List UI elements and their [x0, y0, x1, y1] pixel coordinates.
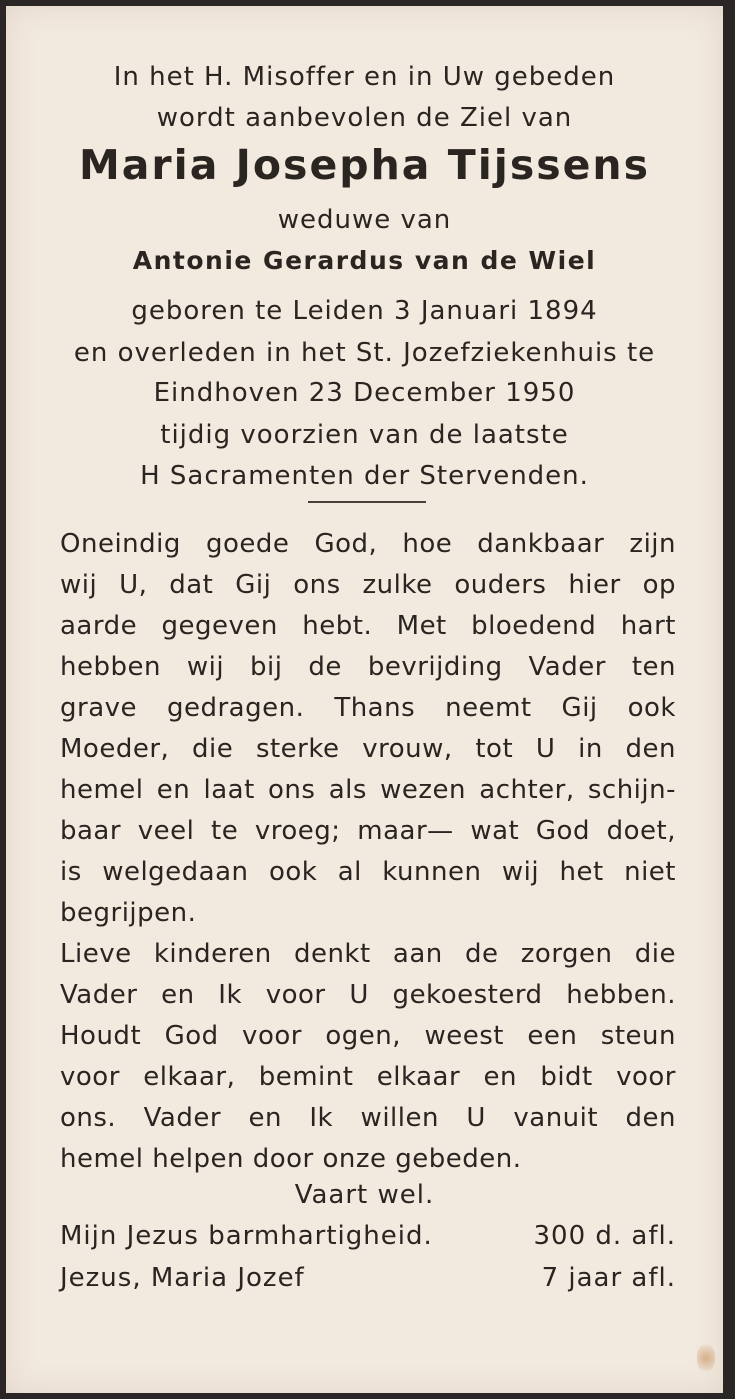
indulgence-row: [60, 1263, 676, 1293]
indulgence-value: 7 jaar afl.: [541, 1263, 676, 1293]
indulgence-row: [60, 1221, 676, 1251]
body-line: hebben wij bij de bevrijding Vader ten: [60, 652, 676, 682]
sacrament-line-2: H Sacramenten der Stervenden.: [140, 461, 589, 491]
death-line-1: en overleden in het St. Jozefziekenhuis te: [73, 338, 656, 368]
intro-line-1: In het H. Misoffer en in Uw gebeden: [113, 62, 616, 92]
deceased-name: Maria Josepha Tijssens: [78, 141, 651, 189]
body-line: hemel helpen door onze gebeden.: [60, 1144, 522, 1174]
body-line: baar veel te vroeg; maar— wat God doet,: [60, 816, 676, 846]
intro-line-2: wordt aanbevolen de Ziel van: [156, 103, 573, 133]
body-line: Moeder, die sterke vrouw, tot U in den: [60, 734, 676, 764]
body-line: Lieve kinderen denkt aan de zorgen die: [60, 939, 676, 969]
body-line: is welgedaan ook al kunnen wij het niet: [60, 857, 676, 887]
body-line: grave gedragen. Thans neemt Gij ook: [60, 693, 676, 723]
indulgence-prayer: Jezus, Maria Jozef: [60, 1263, 305, 1293]
body-line: ons. Vader en Ik willen U vanuit den: [60, 1103, 676, 1133]
sacrament-line-1: tijdig voorzien van de laatste: [160, 420, 569, 450]
death-line-2: Eindhoven 23 December 1950: [153, 378, 576, 408]
body-line: wij U, dat Gij ons zulke ouders hier op: [60, 570, 676, 600]
body-line: hemel en laat ons als wezen achter, schijn-: [60, 775, 676, 805]
body-line: begrijpen.: [60, 898, 197, 928]
body-line: Vader en Ik voor U gekoesterd hebben.: [60, 980, 676, 1010]
farewell-text: Vaart wel.: [294, 1180, 435, 1210]
body-line: Houdt God voor ogen, weest een steun: [60, 1021, 676, 1051]
spouse-name: Antonie Gerardus van de Wiel: [132, 246, 597, 275]
divider-rule: [308, 501, 426, 503]
indulgence-value: 300 d. afl.: [533, 1221, 676, 1251]
birth-line: geboren te Leiden 3 Januari 1894: [131, 296, 598, 326]
paper-stain: [697, 1345, 715, 1371]
memorial-card: [6, 6, 723, 1393]
indulgence-prayer: Mijn Jezus barmhartigheid.: [60, 1221, 433, 1251]
body-line: voor elkaar, bemint elkaar en bidt voor: [60, 1062, 676, 1092]
body-line: aarde gegeven hebt. Met bloedend hart: [60, 611, 676, 641]
widow-of-label: weduwe van: [277, 205, 452, 235]
body-line: Oneindig goede God, hoe dankbaar zijn: [60, 529, 676, 559]
